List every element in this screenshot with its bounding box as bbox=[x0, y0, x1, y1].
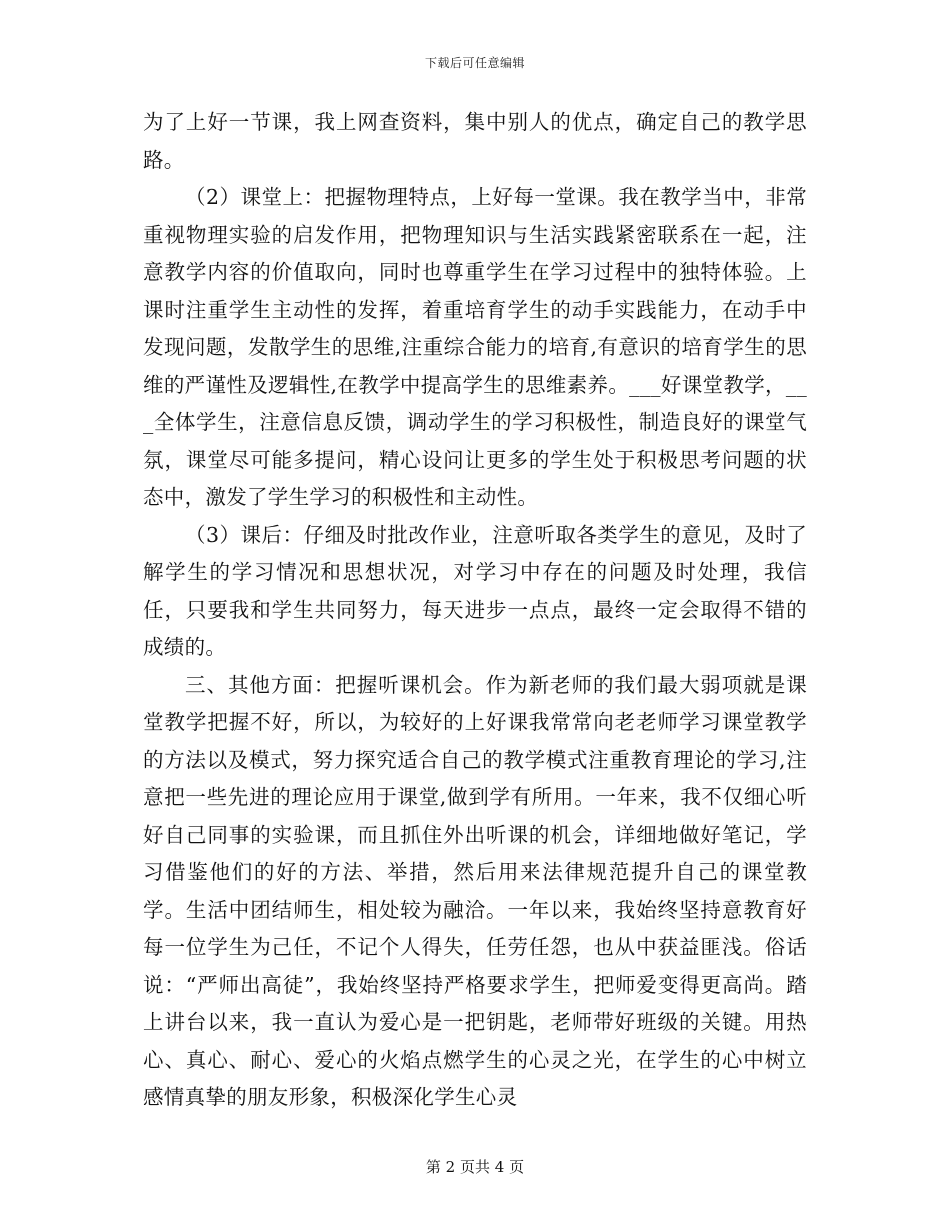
paragraph-continuation: 为了上好一节课，我上网查资料，集中别人的优点，确定自己的教学思路。 bbox=[143, 110, 807, 172]
paragraph-in-class: （2）课堂上：把握物理特点，上好每一堂课。我在教学当中，非常重视物理实验的启发作用，把物理知识与生活实践紧密联系在一起，注意教学内容的价值取向，同时也尊重学生在学习过程中的独特体验。上课时注重学生主动性的发挥，着重培育学生的动手实践能力，在动手中发现问题，发散学生的思维,注重综合能力的培育,有意识的培育学生的思维的严谨性及逻辑性,在教学中提高学生的思维素养。___好课堂教学，___全体学生，注意信息反馈，调动学生的学习积极性，制造良好的课堂气氛，课堂尽可能多提问，精心设问让更多的学生处于积极思考问题的状态中，激发了学生学习的积极性和主动性。 bbox=[143, 185, 807, 509]
paragraph-other-aspects: 三、其他方面：把握听课机会。作为新老师的我们最大弱项就是课堂教学把握不好，所以，为较好的上好课我常常向老老师学习课堂教学的方法以及模式，努力探究适合自己的教学模式注重教育理论的学习,注意把一些先进的理论应用于课堂,做到学有所用。一年来，我不仅细心听好自己同事的实验课，而且抓住外出听课的机会，详细地做好笔记，学习借鉴他们的好的方法、举措，然后用来法律规范提升自己的课堂教学。生活中团结师生，相处较为融洽。一年以来，我始终坚持意教育好每一位学生为己任，不记个人得失，任劳任怨，也从中获益匪浅。俗话说：“严师出高徒”，我始终坚持严格要求学生，把师爱变得更高尚。踏上讲台以来，我一直认为爱心是一把钥匙，老师带好班级的关键。用热心、真心、耐心、爱心的火焰点燃学生的心灵之光，在学生的心中树立感情真挚的朋友形象，积极深化学生心灵 bbox=[143, 672, 807, 1109]
page-header: 下载后可任意编辑 bbox=[424, 56, 525, 70]
page-footer: 第 2 页共 4 页 bbox=[425, 1158, 525, 1176]
paragraph-after-class: （3）课后：仔细及时批改作业，注意听取各类学生的意见，及时了解学生的学习情况和思想状况，对学习中存在的问题及时处理，我信任，只要我和学生共同努力，每天进步一点点，最终一定会取得不错的成绩的。 bbox=[143, 522, 807, 659]
document-body bbox=[143, 104, 807, 1117]
